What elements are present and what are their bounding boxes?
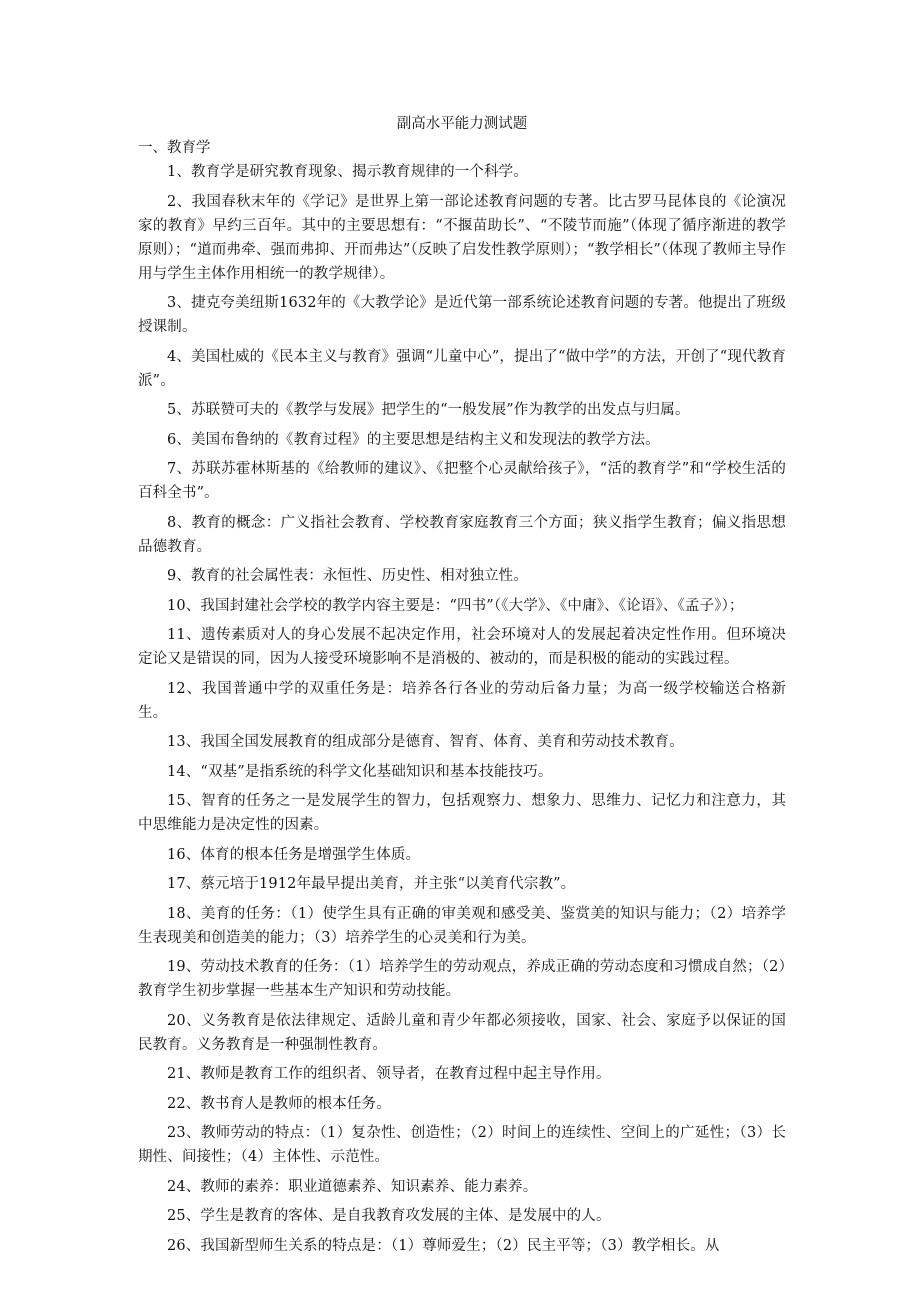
item-list — [138, 160, 786, 1258]
list-item: 18、美育的任务：（1）使学生具有正确的审美观和感受美、鉴赏美的知识与能力；（2）培养学生表现美和创造美的能力；（3）培养学生的心灵美和行为美。 — [138, 905, 786, 946]
list-item: 15、智育的任务之一是发展学生的智力，包括观察力、想象力、思维力、记忆力和注意力，其中思维能力是决定性的因素。 — [138, 793, 786, 833]
list-item: 3、捷克夸美纽斯1632年的《大教学论》是近代第一部系统论述教育问题的专著。他提出了班级授课制。 — [138, 295, 786, 335]
list-item: 12、我国普通中学的双重任务是：培养各行各业的劳动后备力量；为高一级学校输送合格新生。 — [138, 680, 786, 721]
list-item: 19、劳动技术教育的任务：（1）培养学生的劳动观点，养成正确的劳动态度和习惯成自然；（2）教育学生初步掌握一些基本生产知识和劳动技能。 — [138, 959, 786, 999]
document-title: 副高水平能力测试题 — [396, 116, 528, 132]
list-item: 7、苏联苏霍林斯基的《给教师的建议》、《把整个心灵献给孩子》，“活的教育学”和“学校生活的百科全书”。 — [138, 461, 786, 501]
list-item: 9、教育的社会属性表：永恒性、历史性、相对独立性。 — [167, 568, 528, 584]
list-item: 25、学生是教育的客体、是自我教育攻发展的主体、是发展中的人。 — [167, 1208, 611, 1224]
list-item: 26、我国新型师生关系的特点是：（1）尊师爱生；（2）民主平等；（3）教学相长。从 — [167, 1237, 720, 1254]
list-item: 4、美国杜威的《民本主义与教育》强调“儿童中心”，提出了“做中学”的方法，开创了“现代教育派”。 — [138, 348, 786, 389]
list-item: 16、体育的根本任务是增强学生体质。 — [167, 846, 421, 863]
list-item: 20、义务教育是依法律规定、适龄儿童和青少年都必须接收，国家、社会、家庭予以保证的国民教育。义务教育是一种强制性教育。 — [138, 1012, 786, 1053]
list-item: 17、蔡元培于1912年最早提出美育，并主张“以美育代宗教”。 — [167, 876, 576, 892]
list-item: 21、教师是教育工作的组织者、领导者，在教育过程中起主导作用。 — [167, 1066, 611, 1082]
list-item: 22、教书育人是教师的根本任务。 — [167, 1095, 391, 1112]
list-item: 24、教师的素养：职业道德素养、知识素养、能力素养。 — [167, 1178, 538, 1195]
list-item: 10、我国封建社会学校的教学内容主要是：“四书”（《大学》、《中庸》、《论语》、《孟子》）； — [167, 597, 744, 614]
list-item: 1、教育学是研究教育现象、揭示教育规律的一个科学。 — [167, 164, 528, 180]
section-heading: 一、教育学 — [138, 140, 211, 156]
list-item: 2、我国春秋末年的《学记》是世界上第一部论述教育问题的专著。比古罗马昆体良的《论演况家的教育》早约三百年。其中的主要思想有：“不揠苗助长”、“不陵节而施”（体现了循序渐进的教学原则）；“道而弗牵、强而弗抑、开而弗达”（反映了启发性教学原则）；“教学相长”（体现了教师主导作用与学生主体作用相统一的教学规律）。 — [138, 193, 786, 282]
document-page — [138, 112, 786, 1263]
list-item: 6、美国布鲁纳的《教育过程》的主要思想是结构主义和发现法的教学方法。 — [167, 431, 660, 448]
list-item: 8、教育的概念：广义指社会教育、学校教育家庭教育三个方面；狭义指学生教育；偏义指思想品德教育。 — [138, 514, 786, 555]
list-item: 13、我国全国发展教育的组成部分是德育、智育、体育、美育和劳动技术教育。 — [167, 734, 684, 750]
list-item: 11、遗传素质对人的身心发展不起决定作用，社会环境对人的发展起着决定性作用。但环境决定论又是错误的同，因为人接受环境影响不是消极的、被动的，而是积极的能动的实践过程。 — [138, 627, 786, 667]
list-item: 14、“双基”是指系统的科学文化基础知识和基本技能技巧。 — [167, 763, 553, 780]
list-item: 5、苏联赞可夫的《教学与发展》把学生的“一般发展”作为教学的出发点与归属。 — [167, 402, 690, 418]
list-item: 23、教师劳动的特点：（1）复杂性、创造性；（2）时间上的连续性、空间上的广延性；（3）长期性、间接性；（4）主体性、示范性。 — [138, 1125, 786, 1165]
